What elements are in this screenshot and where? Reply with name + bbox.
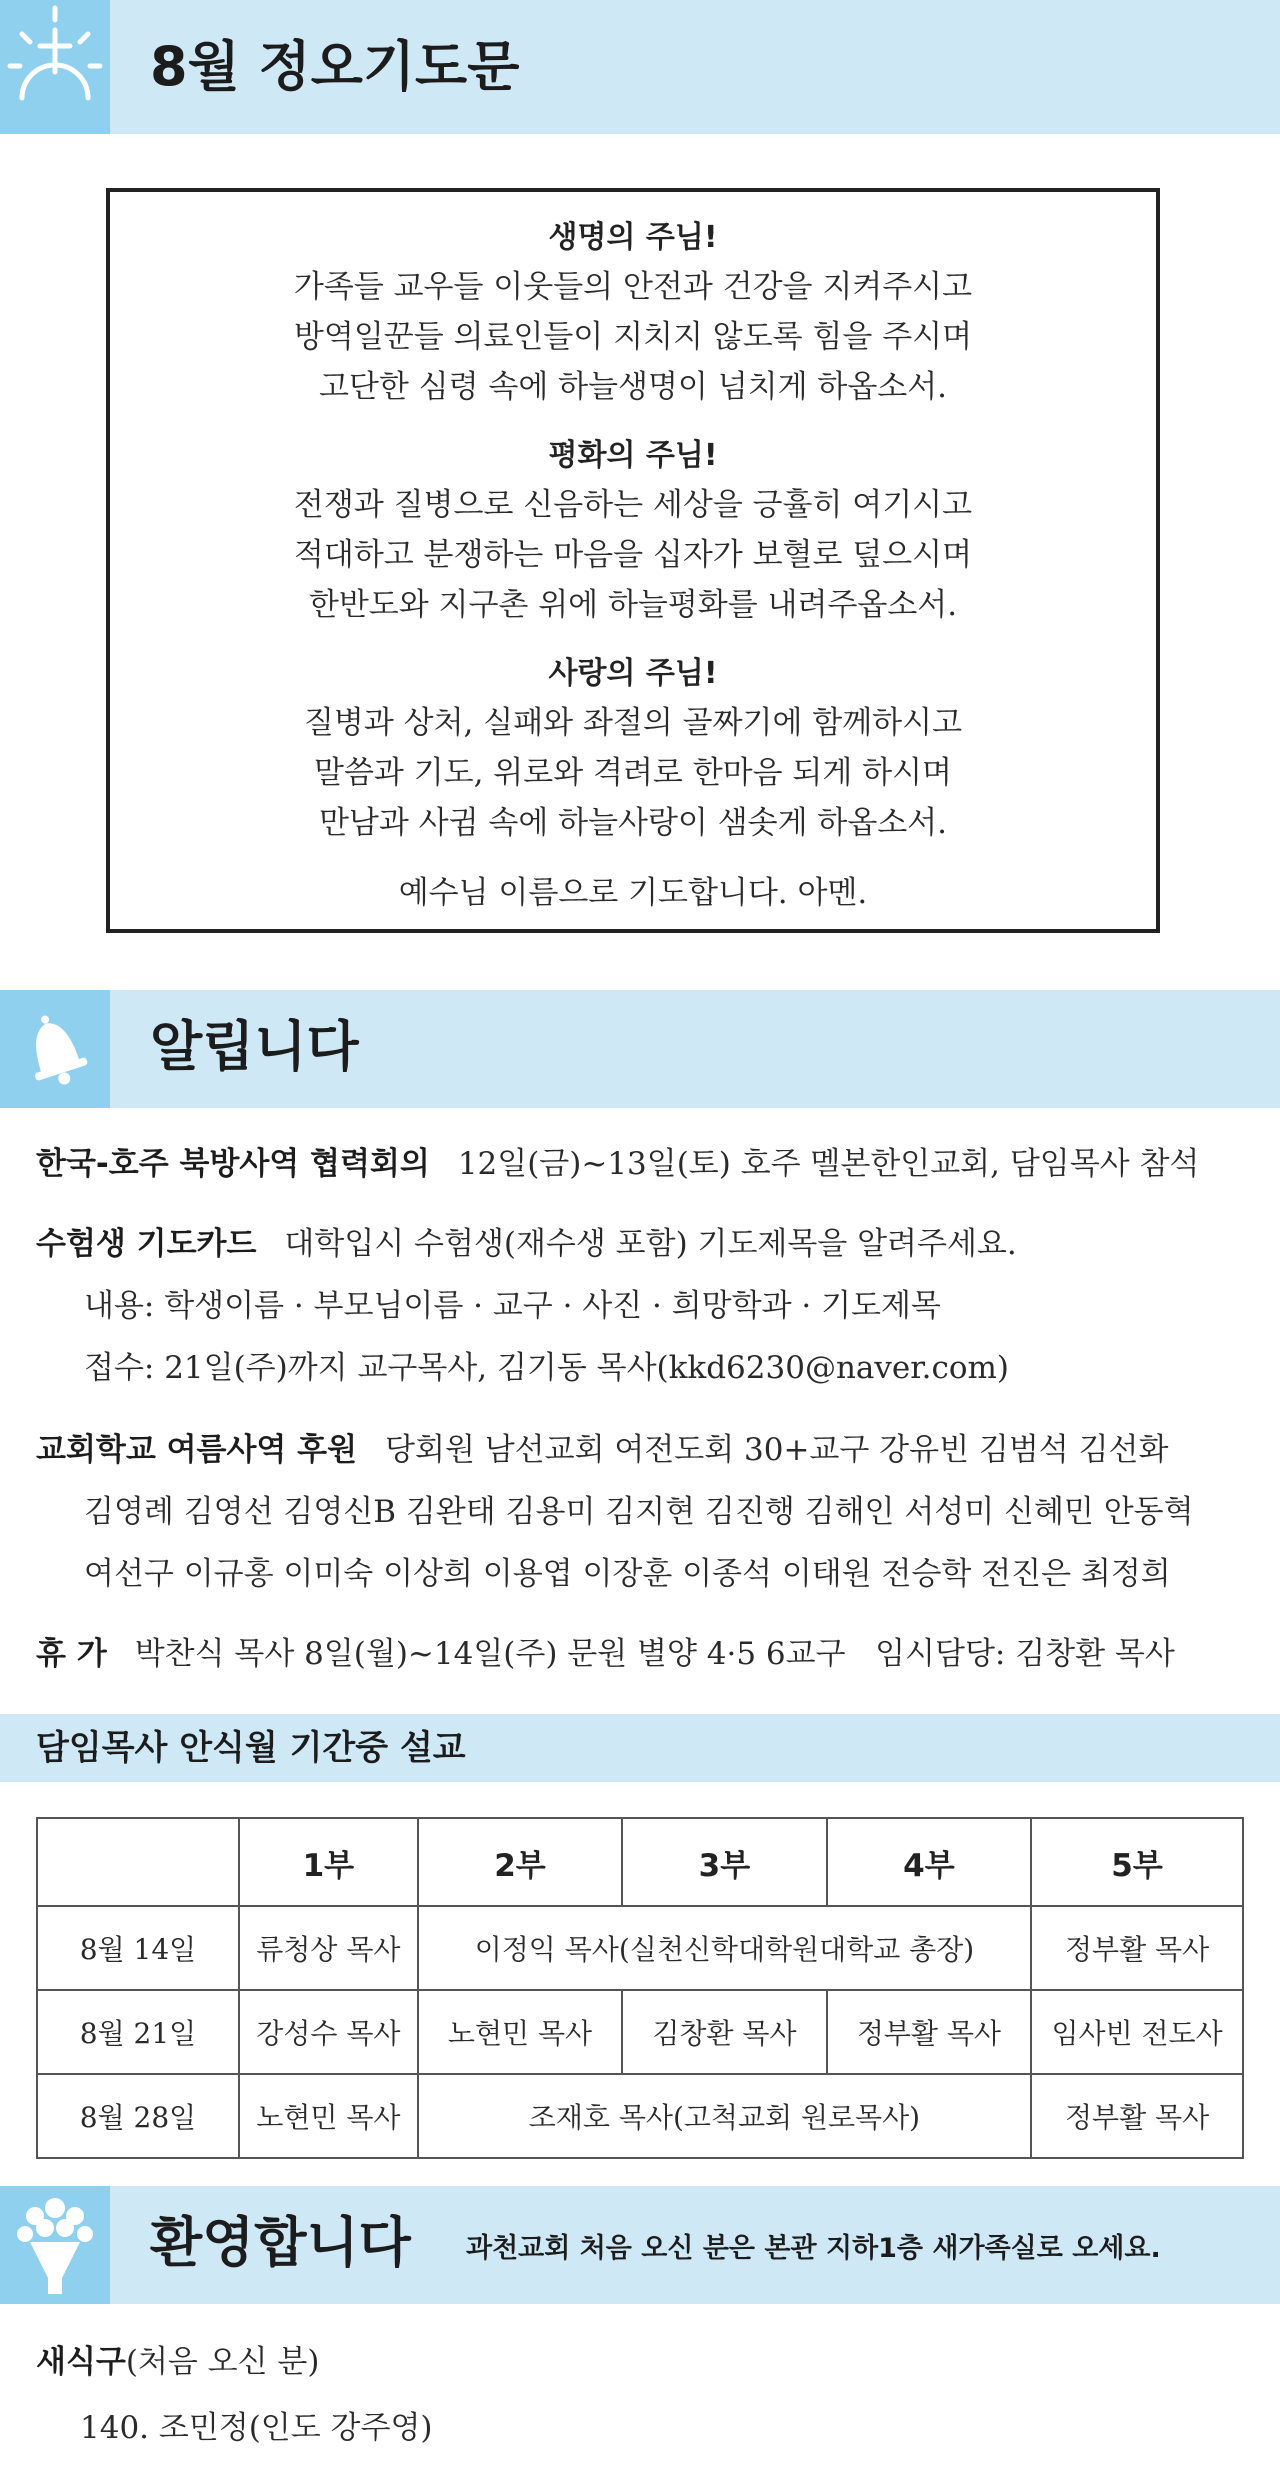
notice-label: 수험생 기도카드 bbox=[36, 1226, 257, 1262]
notice-detail bbox=[84, 1548, 1171, 1593]
table-header-cell: 1부 bbox=[239, 1818, 418, 1906]
notice-item bbox=[36, 1138, 1199, 1183]
prayer-block bbox=[110, 214, 1156, 412]
prayer-block bbox=[110, 650, 1156, 848]
table-header-row bbox=[37, 1818, 1243, 1906]
prayer-block bbox=[110, 432, 1156, 630]
notice-text: 내용: 학생이름 · 부모님이름 · 교구 · 사진 · 희망학과 · 기도제목 bbox=[84, 1288, 941, 1324]
preacher-cell: 노현민 목사 bbox=[418, 1990, 622, 2074]
date-cell: 8월 21일 bbox=[37, 1990, 239, 2074]
notice-item bbox=[36, 1628, 1175, 1673]
notice-detail bbox=[84, 1280, 941, 1325]
prayer-line: 가족들 교우들 이웃들의 안전과 건강을 지켜주시고 bbox=[293, 269, 973, 305]
notice-text: 박찬식 목사 8일(월)~14일(주) 문원 별양 4·5 6교구 임시담당: 김창환 목사 bbox=[134, 1636, 1175, 1672]
notice-label: 휴 가 bbox=[36, 1636, 107, 1672]
table-header-cell: 3부 bbox=[622, 1818, 826, 1906]
preacher-cell: 정부활 목사 bbox=[1031, 2074, 1243, 2158]
preacher-cell: 노현민 목사 bbox=[239, 2074, 418, 2158]
table-row bbox=[37, 2074, 1243, 2158]
table-header-cell: 4부 bbox=[827, 1818, 1031, 1906]
date-cell: 8월 14일 bbox=[37, 1906, 239, 1990]
prayer-line: 말씀과 기도, 위로와 격려로 한마음 되게 하시며 bbox=[314, 755, 952, 791]
prayer-title: 8월 정오기도문 bbox=[150, 35, 520, 98]
table-header-cell: 2부 bbox=[418, 1818, 622, 1906]
preacher-cell: 강성수 목사 bbox=[239, 1990, 418, 2074]
prayer-block-heading: 평화의 주님! bbox=[548, 438, 718, 473]
prayer-line: 질병과 상처, 실패와 좌절의 골짜기에 함께하시고 bbox=[303, 705, 963, 741]
preacher-cell: 정부활 목사 bbox=[1031, 1906, 1243, 1990]
preacher-cell: 이정익 목사(실천신학대학원대학교 총장) bbox=[418, 1906, 1031, 1990]
notice-text: 대학입시 수험생(재수생 포함) 기도제목을 알려주세요. bbox=[284, 1226, 1017, 1262]
preacher-cell: 임사빈 전도사 bbox=[1031, 1990, 1243, 2074]
notice-header bbox=[0, 990, 1280, 1108]
prayer-header bbox=[0, 0, 1280, 134]
newcomer-label-suffix: (처음 오신 분) bbox=[125, 2344, 320, 2380]
notice-text: 12일(금)~13일(토) 호주 멜본한인교회, 담임목사 참석 bbox=[457, 1146, 1200, 1182]
sun-cross-icon bbox=[0, 0, 110, 134]
notice-text: 여선구 이규홍 이미숙 이상희 이용엽 이장훈 이종석 이태원 전승학 전진은 최정희 bbox=[84, 1556, 1171, 1592]
prayer-line: 고단한 심령 속에 하늘생명이 넘치게 하옵소서. bbox=[318, 369, 948, 405]
table-row bbox=[37, 1906, 1243, 1990]
sermon-table bbox=[36, 1817, 1244, 2159]
flower-bouquet-icon bbox=[0, 2186, 110, 2304]
preacher-cell: 김창환 목사 bbox=[622, 1990, 826, 2074]
newcomer-label: 새식구 bbox=[36, 2344, 126, 2380]
notice-text: 접수: 21일(주)까지 교구목사, 김기동 목사(kkd6230@naver.com) bbox=[84, 1350, 1010, 1386]
prayer-box bbox=[106, 188, 1160, 933]
prayer-line: 방역일꾼들 의료인들이 지치지 않도록 힘을 주시며 bbox=[293, 319, 973, 355]
prayer-closing: 예수님 이름으로 기도합니다. 아멘. bbox=[398, 875, 868, 911]
notice-item bbox=[36, 1424, 1168, 1469]
newcomer-heading bbox=[36, 2336, 319, 2381]
notice-detail bbox=[84, 1486, 1194, 1531]
table-header-cell: 5부 bbox=[1031, 1818, 1243, 1906]
date-cell: 8월 28일 bbox=[37, 2074, 239, 2158]
notice-detail bbox=[84, 1342, 1009, 1387]
prayer-block-heading: 사랑의 주님! bbox=[548, 656, 718, 691]
prayer-block-heading: 생명의 주님! bbox=[548, 220, 718, 255]
notice-text: 당회원 남선교회 여전도회 30+교구 강유빈 김범석 김선화 bbox=[385, 1432, 1169, 1468]
table-header-cell bbox=[37, 1818, 239, 1906]
notice-label: 한국-호주 북방사역 협력회의 bbox=[36, 1146, 430, 1182]
notice-label: 교회학교 여름사역 후원 bbox=[36, 1432, 358, 1468]
welcome-subtitle: 과천교회 처음 오신 분은 본관 지하1층 새가족실로 오세요. bbox=[466, 2233, 1161, 2264]
welcome-header bbox=[0, 2186, 1280, 2304]
prayer-line: 적대하고 분쟁하는 마음을 십자가 보혈로 덮으시며 bbox=[293, 537, 973, 573]
notice-text: 김영례 김영선 김영신B 김완태 김용미 김지현 김진행 김해인 서성미 신혜민 안동혁 bbox=[84, 1494, 1194, 1530]
welcome-title: 환영합니다 bbox=[150, 2211, 411, 2274]
bell-icon bbox=[0, 990, 110, 1108]
table-row bbox=[37, 1990, 1243, 2074]
notice-item bbox=[36, 1218, 1017, 1263]
preacher-cell: 류청상 목사 bbox=[239, 1906, 418, 1990]
newcomer-item bbox=[80, 2402, 433, 2447]
preacher-cell: 조재호 목사(고척교회 원로목사) bbox=[418, 2074, 1031, 2158]
sermon-header bbox=[0, 1714, 1280, 1782]
notice-title: 알립니다 bbox=[150, 1015, 359, 1078]
sermon-title: 담임목사 안식월 기간중 설교 bbox=[36, 1728, 466, 1768]
prayer-line: 만남과 사귐 속에 하늘사랑이 샘솟게 하옵소서. bbox=[318, 805, 948, 841]
preacher-cell: 정부활 목사 bbox=[827, 1990, 1031, 2074]
prayer-line: 한반도와 지구촌 위에 하늘평화를 내려주옵소서. bbox=[308, 587, 958, 623]
newcomer-text: 140. 조민정(인도 강주영) bbox=[80, 2410, 433, 2446]
prayer-line: 전쟁과 질병으로 신음하는 세상을 긍휼히 여기시고 bbox=[293, 487, 973, 523]
